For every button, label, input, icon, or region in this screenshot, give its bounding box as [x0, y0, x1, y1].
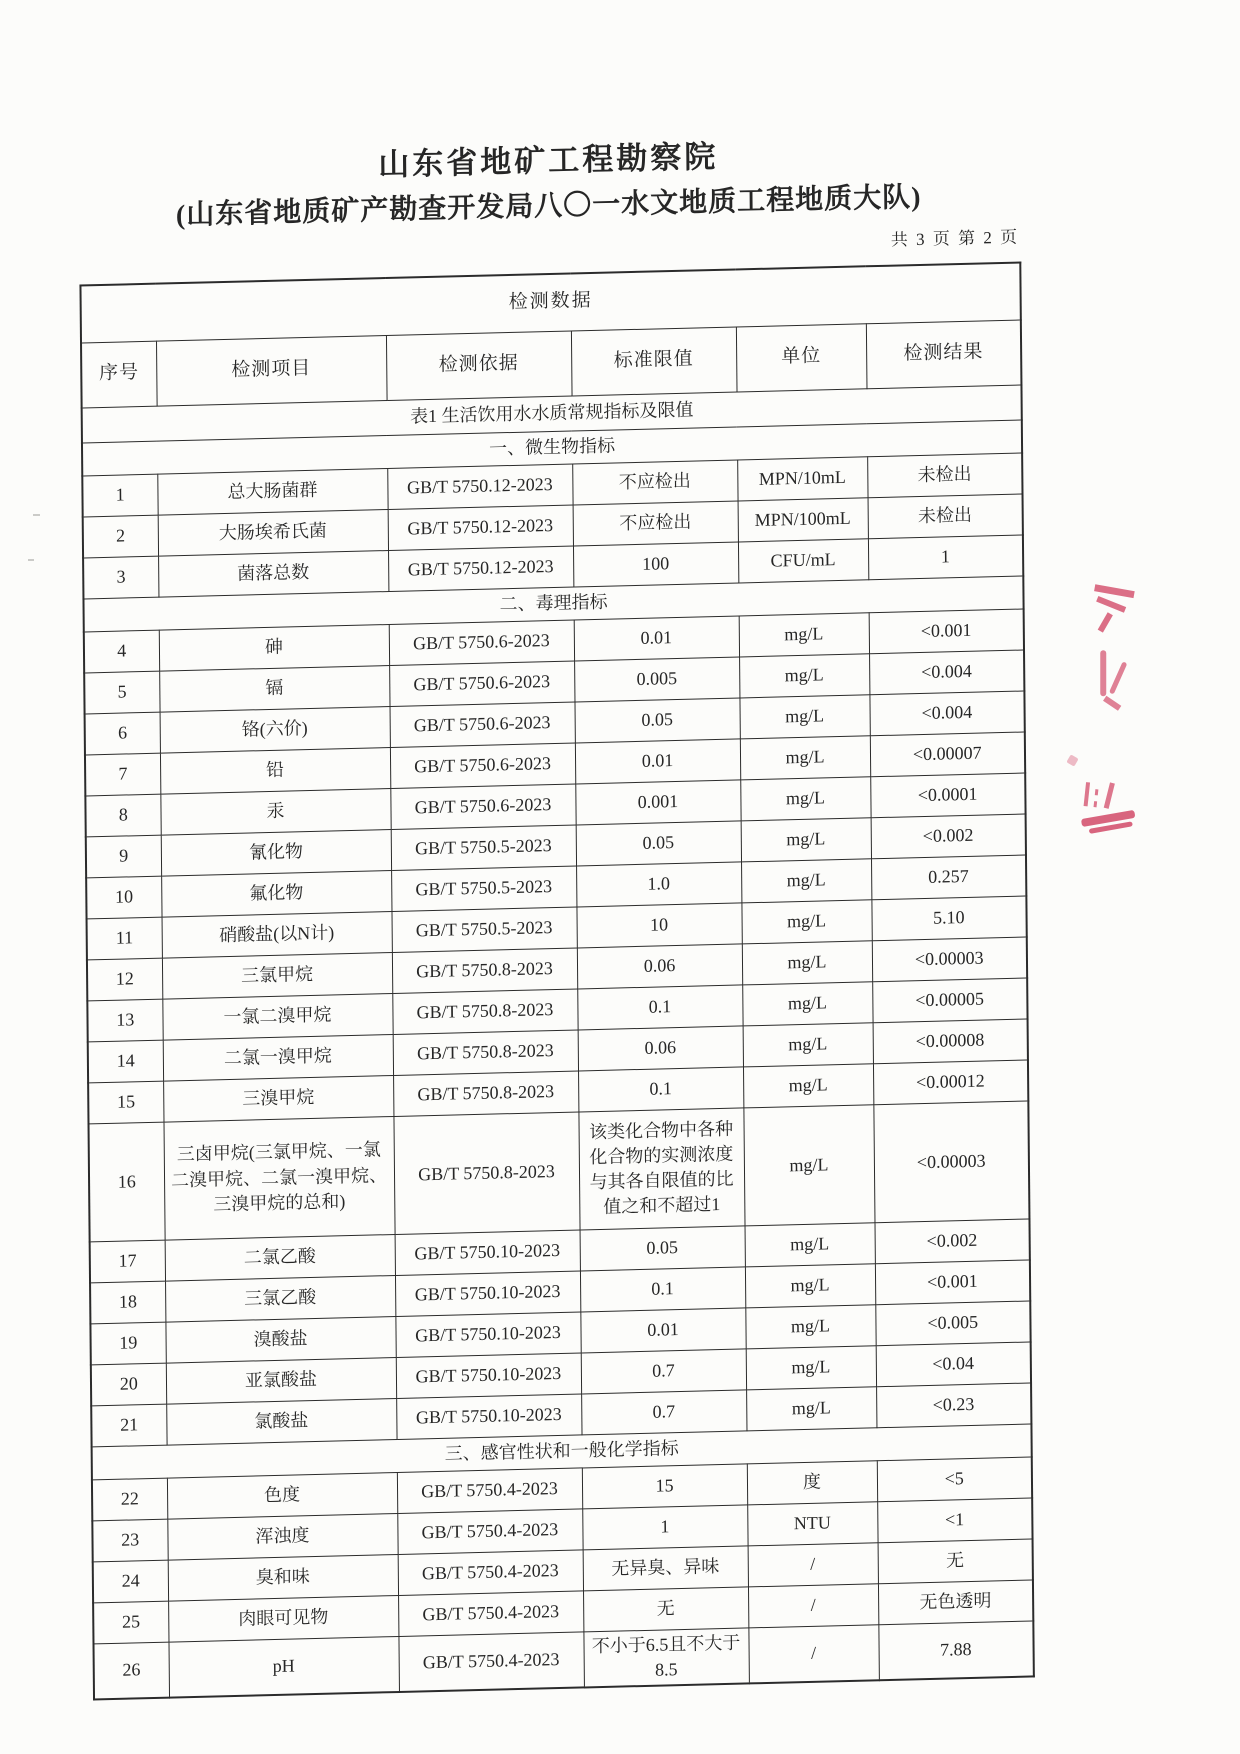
cell-result: 0.257 [871, 855, 1026, 900]
cell-method: GB/T 5750.10-2023 [396, 1393, 581, 1439]
cell-no: 7 [85, 753, 160, 796]
cell-no: 22 [92, 1478, 167, 1521]
cell-result: 无色透明 [878, 1579, 1033, 1624]
cell-item: 肉眼可见物 [168, 1595, 398, 1642]
col-header-no: 序号 [81, 341, 157, 408]
cell-item: 氯酸盐 [166, 1398, 396, 1445]
cell-result: <0.00005 [872, 978, 1027, 1023]
cell-no: 13 [87, 999, 162, 1042]
col-header-unit: 单位 [736, 324, 867, 392]
cell-unit: / [748, 1583, 878, 1627]
cell-result: 7.88 [878, 1620, 1034, 1680]
cell-limit: 100 [573, 542, 738, 587]
cell-unit: mg/L [746, 1386, 876, 1430]
cell-method: GB/T 5750.4-2023 [397, 1467, 582, 1513]
cell-limit: 0.01 [574, 616, 739, 661]
cell-unit: mg/L [745, 1222, 875, 1266]
cell-unit: CFU/mL [738, 539, 868, 583]
cell-item: 二氯一溴甲烷 [163, 1034, 393, 1081]
cell-item: 砷 [159, 624, 389, 671]
cell-unit: mg/L [739, 654, 869, 698]
cell-limit: 0.05 [580, 1225, 745, 1270]
cell-method: GB/T 5750.10-2023 [396, 1352, 581, 1398]
cell-limit: 0.06 [577, 944, 742, 989]
cell-result: <0.004 [869, 650, 1024, 695]
cell-no: 3 [83, 556, 158, 599]
cell-no: 10 [86, 876, 161, 919]
test-data-table [79, 261, 1034, 1700]
scan-speck [28, 559, 34, 561]
cell-no: 17 [90, 1240, 165, 1283]
cell-method: GB/T 5750.6-2023 [390, 702, 575, 748]
cell-result: <1 [877, 1497, 1032, 1542]
cell-result: <0.001 [869, 609, 1024, 654]
col-header-item: 检测项目 [156, 335, 387, 406]
cell-result: 未检出 [868, 494, 1023, 539]
cell-no: 8 [85, 794, 160, 837]
cell-no: 24 [93, 1560, 168, 1603]
section-label: 二、毒理指标 [83, 576, 1023, 632]
cell-limit: 0.1 [577, 985, 742, 1030]
cell-item: 色度 [167, 1472, 397, 1519]
cell-no: 25 [93, 1601, 168, 1644]
title-block [78, 131, 1019, 236]
cell-item: 溴酸盐 [165, 1316, 395, 1363]
cell-item: 亚氯酸盐 [166, 1357, 396, 1404]
section-label: 三、感官性状和一般化学指标 [92, 1423, 1032, 1479]
cell-method: GB/T 5750.8-2023 [393, 1030, 578, 1076]
cell-limit: 不应检出 [573, 501, 738, 546]
cell-limit: 0.06 [578, 1026, 743, 1071]
cell-item: 汞 [160, 788, 390, 835]
cell-method: GB/T 5750.5-2023 [391, 866, 576, 912]
cell-no: 11 [87, 917, 162, 960]
cell-method: GB/T 5750.12-2023 [388, 546, 573, 592]
cell-unit: mg/L [741, 859, 871, 903]
cell-result: 5.10 [871, 896, 1026, 941]
cell-item: 氰化物 [161, 829, 391, 876]
cell-method: GB/T 5750.8-2023 [393, 1071, 578, 1117]
col-header-method: 检测依据 [386, 331, 572, 401]
cell-item: 大肠埃希氏菌 [158, 509, 388, 556]
cell-limit: 15 [582, 1463, 747, 1508]
cell-method: GB/T 5750.10-2023 [395, 1311, 580, 1357]
page-indicator: 共 3 页 第 2 页 [890, 227, 1020, 250]
cell-no: 1 [82, 474, 157, 517]
cell-limit: 0.01 [575, 739, 740, 784]
cell-limit: 1.0 [576, 862, 741, 907]
cell-limit: 0.7 [581, 1389, 746, 1434]
cell-result: <0.0001 [870, 773, 1025, 818]
cell-method: GB/T 5750.8-2023 [392, 948, 577, 994]
cell-method: GB/T 5750.8-2023 [392, 989, 577, 1035]
cell-no: 9 [86, 835, 161, 878]
cell-item: 硝酸盐(以N计) [162, 911, 392, 958]
cell-limit: 0.05 [576, 821, 741, 866]
cell-unit: mg/L [745, 1304, 875, 1348]
cell-result: 1 [868, 535, 1023, 580]
cell-unit: mg/L [742, 941, 872, 985]
cell-item: 三氯乙酸 [165, 1275, 395, 1322]
cell-unit: mg/L [740, 777, 870, 821]
cell-item: 总大肠菌群 [157, 468, 387, 515]
cell-result: <0.00012 [873, 1060, 1028, 1105]
cell-no: 6 [85, 712, 160, 755]
cell-limit: 0.01 [580, 1307, 745, 1352]
cell-unit: mg/L [740, 736, 870, 780]
cell-item: 三氯甲烷 [162, 952, 392, 999]
col-header-limit: 标准限值 [571, 327, 737, 396]
cell-unit: mg/L [743, 1105, 874, 1226]
cell-method: GB/T 5750.12-2023 [388, 505, 573, 551]
org-title: 山东省地矿工程勘察院 [378, 138, 719, 183]
cell-unit: NTU [747, 1501, 877, 1545]
cell-item: 菌落总数 [158, 550, 388, 597]
cell-item: 铅 [160, 747, 390, 794]
table-row [89, 1101, 1030, 1242]
cell-result: <0.004 [869, 691, 1024, 736]
cell-no: 18 [90, 1281, 165, 1324]
cell-item: 三溴甲烷 [163, 1075, 393, 1122]
cell-method: GB/T 5750.8-2023 [393, 1112, 579, 1234]
cell-limit: 0.005 [574, 657, 739, 702]
cell-limit: 0.001 [575, 780, 740, 825]
cell-unit: mg/L [745, 1263, 875, 1307]
cell-result: <0.23 [876, 1382, 1031, 1427]
cell-unit: mg/L [742, 982, 872, 1026]
cell-limit: 0.7 [581, 1348, 746, 1393]
cell-unit: mg/L [743, 1064, 873, 1108]
col-header-result: 检测结果 [866, 320, 1022, 389]
cell-unit: mg/L [741, 900, 871, 944]
cell-limit: 1 [582, 1504, 747, 1549]
cell-unit: mg/L [746, 1345, 876, 1389]
cell-unit: mg/L [743, 1023, 873, 1067]
table-body [82, 420, 1034, 1700]
cell-item: 二氯乙酸 [165, 1234, 395, 1281]
cell-unit: / [748, 1542, 878, 1586]
cell-item: pH [168, 1636, 398, 1697]
cell-method: GB/T 5750.6-2023 [390, 784, 575, 830]
cell-unit: mg/L [741, 818, 871, 862]
cell-limit: 不应检出 [572, 460, 737, 505]
cell-no: 20 [91, 1363, 166, 1406]
cell-no: 21 [91, 1404, 166, 1447]
cell-method: GB/T 5750.4-2023 [398, 1590, 583, 1636]
cell-result: <0.002 [871, 814, 1026, 859]
cell-item: 氟化物 [161, 870, 391, 917]
cell-no: 4 [84, 630, 159, 673]
cell-result: <0.001 [875, 1259, 1030, 1304]
cell-method: GB/T 5750.5-2023 [391, 907, 576, 953]
cell-no: 19 [90, 1322, 165, 1365]
cell-limit: 0.05 [574, 698, 739, 743]
cell-no: 26 [93, 1642, 169, 1700]
org-subtitle: (山东省地质矿产勘查开发局八〇一水文地质工程地质大队) [175, 181, 922, 231]
cell-result: 无 [878, 1538, 1033, 1583]
table-note: 表1 生活饮用水水质常规指标及限值 [82, 385, 1022, 443]
cell-result: <0.00007 [870, 732, 1025, 777]
cell-limit: 0.1 [580, 1266, 745, 1311]
cell-method: GB/T 5750.5-2023 [391, 825, 576, 871]
cell-item: 臭和味 [168, 1554, 398, 1601]
cell-no: 12 [87, 958, 162, 1001]
cell-no: 15 [88, 1081, 163, 1124]
section-label: 一、微生物指标 [82, 420, 1022, 476]
cell-item: 镉 [159, 665, 389, 712]
cell-item: 铬(六价) [160, 706, 390, 753]
table-caption: 检测数据 [80, 262, 1020, 342]
cell-no: 16 [89, 1122, 165, 1242]
cell-method: GB/T 5750.10-2023 [395, 1229, 580, 1275]
cell-no: 2 [83, 515, 158, 558]
cell-limit: 无异臭、异味 [583, 1545, 748, 1590]
cell-unit: / [748, 1624, 879, 1683]
cell-unit: MPN/100mL [738, 498, 868, 542]
cell-result: <0.00003 [872, 937, 1027, 982]
cell-result: <0.002 [874, 1218, 1029, 1263]
cell-unit: mg/L [739, 695, 869, 739]
cell-method: GB/T 5750.4-2023 [398, 1631, 584, 1691]
cell-limit: 10 [576, 903, 741, 948]
cell-unit: MPN/10mL [737, 457, 867, 501]
cell-result: <0.00008 [873, 1019, 1028, 1064]
cell-method: GB/T 5750.6-2023 [389, 620, 574, 666]
scan-speck [33, 514, 40, 516]
cell-result: <0.005 [875, 1300, 1030, 1345]
cell-method: GB/T 5750.10-2023 [395, 1270, 580, 1316]
cell-method: GB/T 5750.4-2023 [398, 1549, 583, 1595]
cell-result: <0.00003 [873, 1101, 1029, 1223]
cell-no: 5 [84, 671, 159, 714]
cell-result: <5 [877, 1456, 1032, 1501]
cell-result: 未检出 [867, 453, 1022, 498]
cell-no: 14 [88, 1040, 163, 1083]
cell-limit: 不小于6.5且不大于8.5 [583, 1627, 749, 1687]
cell-item: 一氯二溴甲烷 [162, 993, 392, 1040]
cell-item: 三卤甲烷(三氯甲烷、一氯二溴甲烷、二氯一溴甲烷、三溴甲烷的总和) [163, 1116, 394, 1239]
cell-method: GB/T 5750.6-2023 [390, 743, 575, 789]
cell-unit: mg/L [739, 613, 869, 657]
cell-item: 浑浊度 [167, 1513, 397, 1560]
cell-method: GB/T 5750.12-2023 [387, 464, 572, 510]
cell-result: <0.04 [876, 1341, 1031, 1386]
cell-unit: 度 [747, 1460, 877, 1504]
cell-limit: 无 [583, 1586, 748, 1631]
cell-limit: 0.1 [578, 1067, 743, 1112]
cell-method: GB/T 5750.6-2023 [389, 661, 574, 707]
cell-no: 23 [92, 1519, 167, 1562]
cell-limit: 该类化合物中各种化合物的实测浓度与其各自限值的比值之和不超过1 [578, 1108, 744, 1230]
cell-method: GB/T 5750.4-2023 [397, 1508, 582, 1554]
